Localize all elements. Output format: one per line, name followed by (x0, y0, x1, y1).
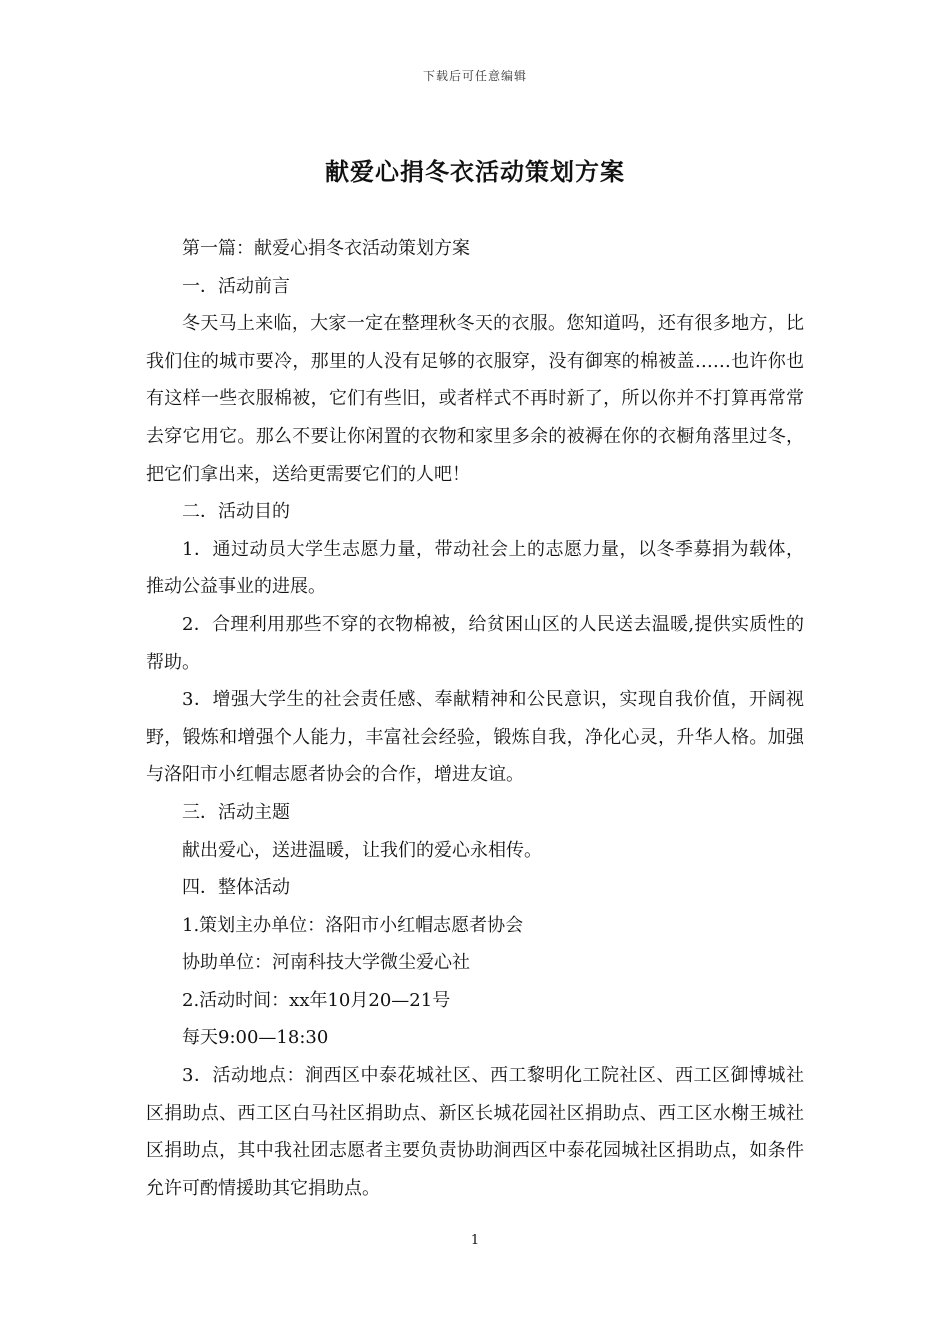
paragraph-daily-hours: 每天9:00—18:30 (182, 1027, 329, 1049)
paragraph-activity-time: 2.活动时间：xx年10月20—21号 (182, 989, 451, 1011)
paragraph-co-organizer: 协助单位：河南科技大学微尘爱心社 (182, 952, 470, 974)
paragraph-purpose-1: 1．通过动员大学生志愿力量，带动社会上的志愿力量，以冬季募捐为载体，推动公益事业的进展。 (146, 538, 804, 598)
paragraph-organizer: 1.策划主办单位：洛阳市小红帽志愿者协会 (182, 914, 524, 936)
paragraph-theme: 献出爱心，送进温暖，让我们的爱心永相传。 (182, 839, 542, 861)
paragraph-preface: 冬天马上来临，大家一定在整理秋冬天的衣服。您知道吗，还有很多地方，比我们住的城市要冷，那里的人没有足够的衣服穿，没有御寒的棉被盖……也许你也有这样一些衣服棉被，它们有些旧，或者样式不再时新了，所以你并不打算再常常去穿它用它。那么不要让你闲置的衣物和家里多余的被褥在你的衣橱角落里过冬，把它们拿出来，送给更需要它们的人吧！ (146, 313, 804, 485)
heading-theme: 三．活动主题 (182, 801, 290, 823)
section-heading-part-one: 第一篇：献爱心捐冬衣活动策划方案 (182, 238, 470, 259)
header-note: 下载后可任意编辑 (422, 69, 527, 83)
heading-overall-activity: 四．整体活动 (182, 877, 290, 899)
paragraph-activity-location: 3．活动地点：涧西区中泰花城社区、西工黎明化工院社区、西工区御博城社区捐助点、西工区白马社区捐助点、新区长城花园社区捐助点、西工区水榭王城社区捐助点，其中我社团志愿者主要负责协助涧西区中泰花园城社区捐助点，如条件允许可酌情援助其它捐助点。 (146, 1065, 804, 1199)
heading-purpose: 二．活动目的 (182, 501, 290, 523)
paragraph-purpose-3: 3．增强大学生的社会责任感、奉献精神和公民意识，实现自我价值，开阔视野，锻炼和增强个人能力，丰富社会经验，锻炼自我，净化心灵，升华人格。加强与洛阳市小红帽志愿者协会的合作，增进友谊。 (146, 689, 804, 786)
document-body (146, 230, 804, 1207)
heading-preface: 一．活动前言 (182, 275, 290, 297)
paragraph-purpose-2: 2．合理利用那些不穿的衣物棉被，给贫困山区的人民送去温暖,提供实质性的帮助。 (146, 613, 804, 673)
page-number: 1 (470, 1233, 480, 1248)
document-title: 献爱心捐冬衣活动策划方案 (325, 157, 625, 186)
